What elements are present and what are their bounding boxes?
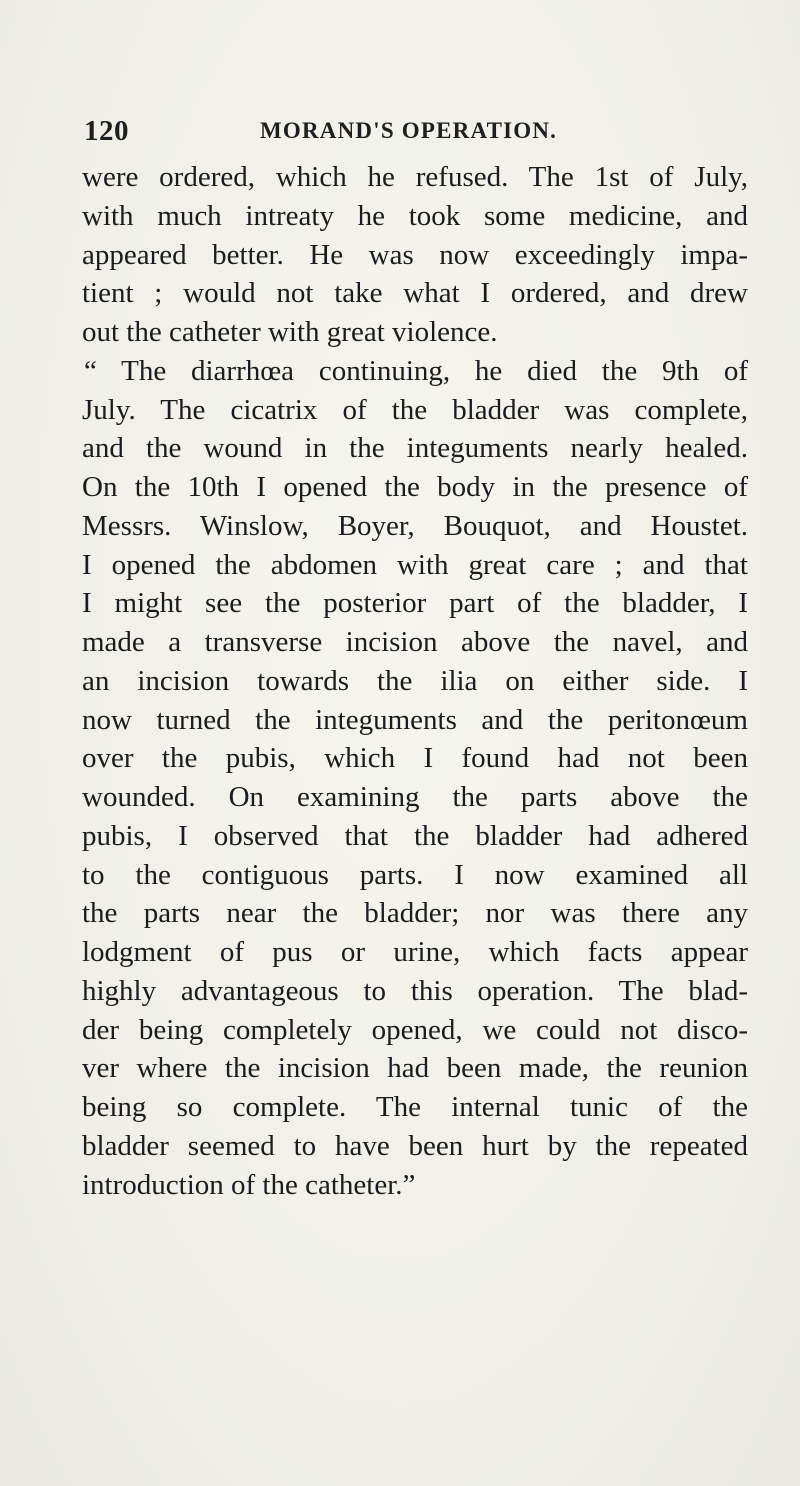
text-line: over the pubis, which I found had not been <box>82 742 748 775</box>
text-line: Messrs. Winslow, Boyer, Bouquot, and Houstet. <box>82 509 748 542</box>
text-line: being so complete. The internal tunic of the <box>82 1091 748 1123</box>
text-line: I opened the abdomen with great care ; and that <box>82 548 748 581</box>
text-line: now turned the integuments and the peritonœum <box>82 703 748 736</box>
text-line: ver where the incision had been made, the reunion <box>82 1052 748 1085</box>
text-line: out the catheter with great violence. <box>82 316 498 348</box>
text-line: and the wound in the integuments nearly healed. <box>82 432 748 465</box>
running-title: MORAND'S OPERATION. <box>260 118 558 143</box>
text-line: I might see the posterior part of the bladder, I <box>82 587 748 620</box>
text-line: On the 10th I opened the body in the presence of <box>82 471 748 503</box>
body-text <box>82 158 748 1204</box>
text-line: to the contiguous parts. I now examined all <box>82 858 748 891</box>
text-line: the parts near the bladder; nor was there any <box>82 897 748 930</box>
text-line: with much intreaty he took some medicine, and <box>82 199 748 232</box>
text-line: der being completely opened, we could not disco- <box>82 1013 748 1046</box>
page-number: 120 <box>84 115 129 147</box>
text-line: bladder seemed to have been hurt by the repeated <box>82 1129 748 1162</box>
text-line: appeared better. He was now exceedingly impa- <box>82 238 748 271</box>
text-line: July. The cicatrix of the bladder was complete, <box>82 393 748 426</box>
text-line: made a transverse incision above the navel, and <box>82 626 748 658</box>
text-line: highly advantageous to this operation. The blad- <box>82 974 748 1007</box>
text-line: introduction of the catheter.” <box>82 1168 416 1201</box>
text-line: pubis, I observed that the bladder had adhered <box>82 819 748 852</box>
text-line: “ The diarrhœa continuing, he died the 9th of <box>84 354 748 387</box>
text-line: tient ; would not take what I ordered, and drew <box>82 277 748 310</box>
text-line: were ordered, which he refused. The 1st of July, <box>82 161 748 193</box>
text-line: lodgment of pus or urine, which facts appear <box>82 936 748 968</box>
text-line: wounded. On examining the parts above the <box>82 781 748 813</box>
text-line: an incision towards the ilia on either side. I <box>82 664 748 697</box>
page-header <box>84 115 744 155</box>
